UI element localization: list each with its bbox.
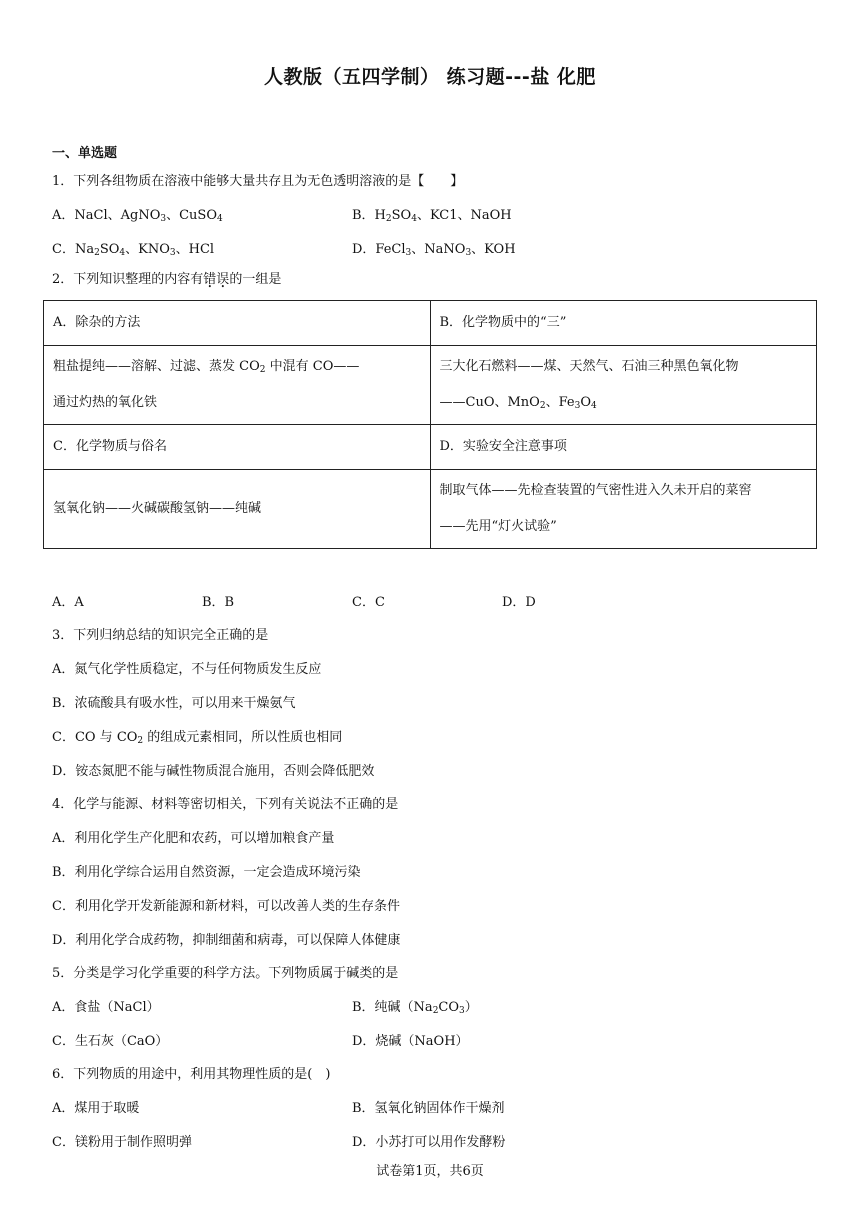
page-footer: 试卷第1页，共6页 [376, 1164, 484, 1179]
option-text: 、KC1、NaOH [416, 208, 512, 223]
emphasis-dot-text: 错 [203, 272, 217, 287]
question-6-stem: 6．下列物质的用途中，利用其物理性质的是( ) [52, 1067, 331, 1082]
table-cell-d-heading: D．实验安全注意事项 [430, 425, 817, 470]
subscript: 3 [405, 248, 412, 258]
subscript: 3 [574, 401, 581, 411]
subscript: 4 [411, 214, 417, 224]
subscript: 2 [539, 401, 546, 411]
question-3-option-c[interactable] [52, 729, 342, 747]
cell-text: ——CuO、MnO [439, 395, 540, 410]
table-cell-c-heading: C．化学物质与俗名 [44, 425, 431, 470]
question-3-option-a[interactable]: A．氮气化学性质稳定，不与任何物质发生反应 [52, 662, 322, 677]
option-text: 、NaNO [411, 242, 466, 257]
subscript: 2 [432, 1006, 439, 1016]
subscript: 3 [459, 1006, 465, 1016]
question-2-stem [52, 271, 281, 289]
subscript: 3 [160, 214, 167, 224]
table-cell-a-heading: A．除杂的方法 [44, 301, 431, 346]
option-text: 、CuSO [166, 208, 217, 223]
option-text: 、KNO [125, 242, 170, 257]
question-2-option-a[interactable]: A．A [52, 595, 84, 610]
question-5-option-b[interactable] [352, 999, 478, 1017]
question-6-option-a[interactable]: A．煤用于取暖 [52, 1101, 140, 1116]
knowledge-table [43, 300, 817, 549]
option-text: A．NaCl、AgNO [52, 208, 161, 223]
page-title: 人教版（五四学制） 练习题---盐 化肥 [264, 66, 596, 88]
table-cell-a-content [44, 346, 431, 425]
cell-text: 粗盐提纯——溶解、过滤、蒸发 CO [53, 359, 260, 374]
subscript: 2 [259, 365, 266, 375]
subscript: 4 [217, 214, 223, 224]
option-text: ） [464, 1000, 478, 1015]
option-text: 的组成元素相同，所以性质也相同 [143, 730, 343, 745]
stem-text: 的一组是 [229, 272, 282, 287]
subscript: 4 [590, 401, 597, 411]
question-1-option-c[interactable] [52, 241, 214, 259]
question-4-option-a[interactable]: A．利用化学生产化肥和农药，可以增加粮食产量 [52, 831, 335, 846]
question-5-option-d[interactable]: D．烧碱（NaOH） [352, 1034, 469, 1049]
question-4-option-c[interactable]: C．利用化学开发新能源和新材料，可以改善人类的生存条件 [52, 899, 400, 914]
subscript: 2 [385, 214, 392, 224]
emphasis-dot-text: 误 [216, 272, 230, 287]
cell-text: O [580, 395, 591, 410]
question-5-stem: 5．分类是学习化学重要的科学方法。下列物质属于碱类的是 [52, 966, 399, 981]
option-text: C．Na [52, 242, 95, 257]
option-text: SO [391, 208, 412, 223]
question-5-option-a[interactable]: A．食盐（NaCl） [52, 1000, 160, 1015]
question-1-option-a[interactable] [52, 207, 223, 225]
option-text: 、HCl [175, 242, 215, 257]
question-4-option-b[interactable]: B．利用化学综合运用自然资源，一定会造成环境污染 [52, 865, 361, 880]
option-text: D．FeCl [352, 242, 406, 257]
subscript: 3 [169, 248, 176, 258]
subscript: 2 [137, 736, 144, 746]
section-heading: 一、单选题 [52, 146, 118, 161]
question-3-option-b[interactable]: B．浓硫酸具有吸水性，可以用来干燥氨气 [52, 696, 296, 711]
option-text: SO [99, 242, 120, 257]
question-2-option-d[interactable]: D．D [502, 595, 536, 610]
option-text: C．CO 与 CO [52, 730, 138, 745]
question-1-option-b[interactable] [352, 207, 512, 225]
question-1-option-d[interactable] [352, 241, 516, 259]
question-1-stem: 1．下列各组物质在溶液中能够大量共存且为无色透明溶液的是【 】 [52, 174, 464, 189]
question-2-option-c[interactable]: C．C [352, 595, 385, 610]
option-text: 、KOH [471, 242, 516, 257]
question-3-option-d[interactable]: D．铵态氮肥不能与碱性物质混合施用，否则会降低肥效 [52, 764, 375, 779]
stem-text: 2．下列知识整理的内容有 [52, 272, 204, 287]
question-4-stem: 4．化学与能源、材料等密切相关，下列有关说法不正确的是 [52, 797, 399, 812]
cell-text: ——先用“灯火试验” [439, 519, 557, 534]
question-4-option-d[interactable]: D．利用化学合成药物，抑制细菌和病毒，可以保障人体健康 [52, 933, 401, 948]
subscript: 3 [465, 248, 472, 258]
cell-text: 制取气体——先检查装置的气密性进入久未开启的菜窖 [439, 483, 752, 498]
cell-text: 通过灼热的氧化铁 [53, 395, 158, 410]
subscript: 2 [94, 248, 100, 258]
option-text: CO [438, 1000, 460, 1015]
subscript: 4 [119, 248, 126, 258]
cell-text: 、Fe [545, 395, 575, 410]
cell-text: 中混有 CO—— [265, 359, 360, 374]
table-cell-c-content: 氢氧化钠——火碱碳酸氢钠——纯碱 [44, 470, 431, 549]
question-6-option-d[interactable]: D．小苏打可以用作发酵粉 [352, 1135, 506, 1150]
table-cell-d-content [430, 470, 817, 549]
option-text: B．H [352, 208, 386, 223]
question-3-stem: 3．下列归纳总结的知识完全正确的是 [52, 628, 269, 643]
question-2-option-b[interactable]: B．B [202, 595, 235, 610]
question-6-option-b[interactable]: B．氢氧化钠固体作干燥剂 [352, 1101, 505, 1116]
table-cell-b-heading: B．化学物质中的“三” [430, 301, 817, 346]
table-cell-b-content [430, 346, 817, 425]
question-5-option-c[interactable]: C．生石灰（CaO） [52, 1034, 169, 1049]
option-text: B．纯碱（Na [352, 1000, 433, 1015]
question-6-option-c[interactable]: C．镁粉用于制作照明弹 [52, 1135, 192, 1150]
cell-text: 三大化石燃料——煤、天然气、石油三种黑色氧化物 [439, 359, 739, 374]
